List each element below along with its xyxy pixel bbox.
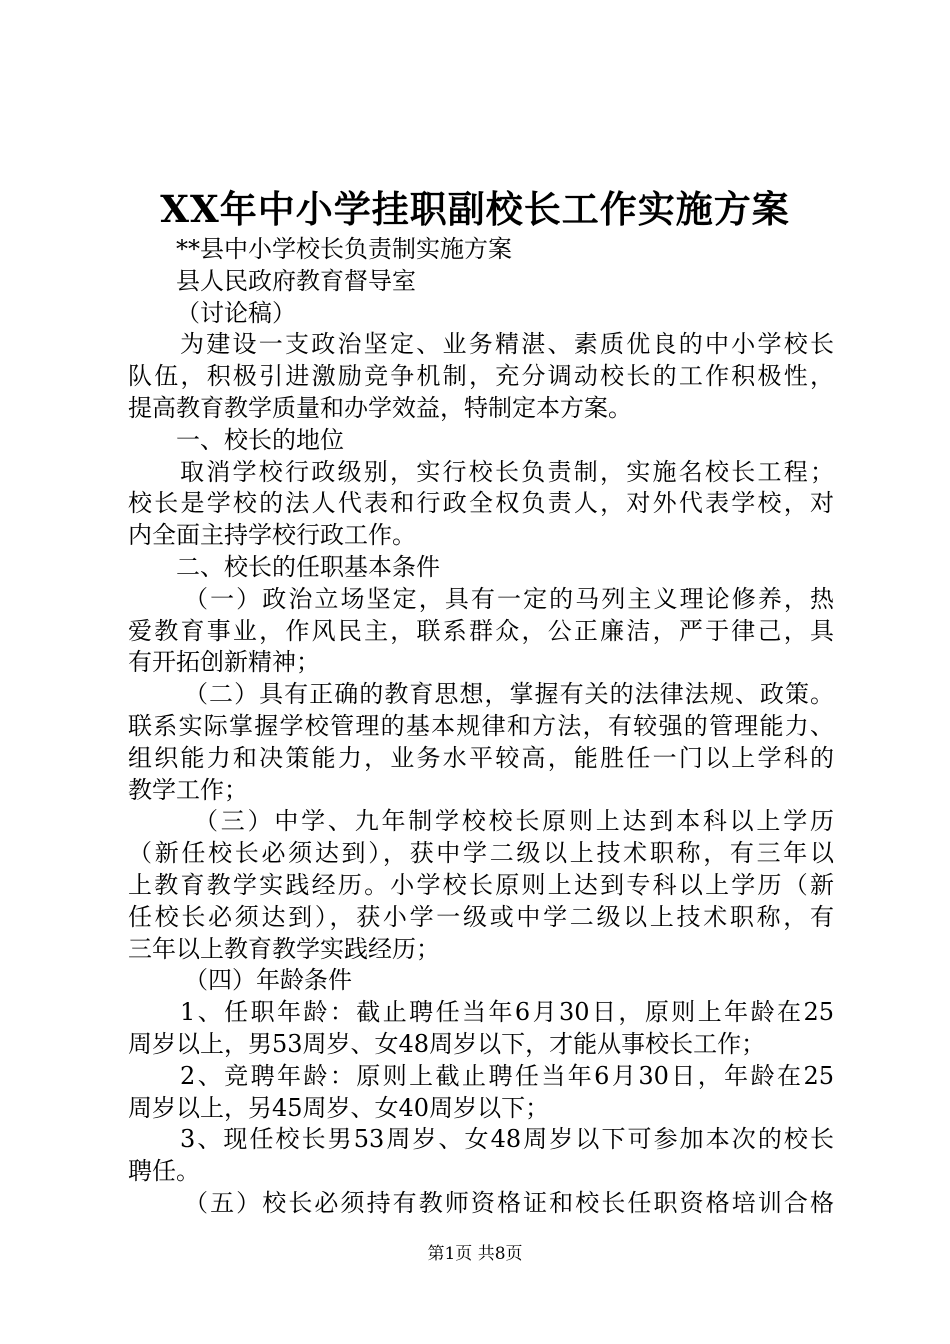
text-line: 组织能力和决策能力，业务水平较高，能胜任一门以上学科的 [128, 743, 834, 772]
text-line: 有开拓创新精神； [128, 648, 320, 677]
text-line: （新任校长必须达到），获中学二级以上技术职称，有三年以 [128, 839, 834, 868]
text-line: 周岁以上，另45周岁、女40周岁以下； [128, 1093, 550, 1122]
text-line: 内全面主持学校行政工作。 [128, 521, 416, 550]
text-line: 聘任。 [128, 1157, 200, 1186]
text-line: （讨论稿） [176, 298, 296, 327]
section-heading: 一、校长的地位 [176, 425, 344, 454]
section-heading: （四）年龄条件 [184, 966, 352, 995]
text-line: （二）具有正确的教育思想，掌握有关的法律法规、政策。 [184, 680, 834, 709]
text-line: 队伍，积极引进激励竞争机制，充分调动校长的工作积极性， [128, 362, 834, 391]
text-line: 校长是学校的法人代表和行政全权负责人，对外代表学校，对 [128, 489, 834, 518]
document-body [128, 234, 834, 1220]
text-line: 三年以上教育教学实践经历； [128, 934, 440, 963]
text-line: 取消学校行政级别，实行校长负责制，实施名校长工程； [180, 457, 834, 486]
text-line: 教学工作； [128, 775, 248, 804]
text-line: （五）校长必须持有教师资格证和校长任职资格培训合格 [184, 1188, 834, 1217]
text-line: 上教育教学实践经历。小学校长原则上达到专科以上学历（新 [128, 870, 834, 899]
text-line: （三）中学、九年制学校校长原则上达到本科以上学历 [194, 807, 834, 836]
text-line: 爱教育事业，作风民主，联系群众，公正廉洁，严于律己，具 [128, 616, 834, 645]
text-line: **县中小学校长负责制实施方案 [176, 235, 512, 263]
text-line: 任校长必须达到），获小学一级或中学二级以上技术职称，有 [128, 902, 834, 931]
text-line: 1、任职年龄：截止聘任当年6月30日，原则上年龄在25 [180, 998, 834, 1027]
document-title: XX年中小学挂职副校长工作实施方案 [160, 187, 790, 231]
text-line: （一）政治立场坚定，具有一定的马列主义理论修养，热 [184, 584, 834, 613]
text-line: 为建设一支政治坚定、业务精湛、素质优良的中小学校长 [180, 330, 834, 359]
page-number: 第1页 共8页 [427, 1244, 523, 1264]
text-line: 联系实际掌握学校管理的基本规律和方法，有较强的管理能力、 [128, 711, 834, 740]
text-line: 县人民政府教育督导室 [176, 266, 416, 295]
text-line: 3、现任校长男53周岁、女48周岁以下可参加本次的校长 [180, 1125, 834, 1154]
text-line: 2、竞聘年龄：原则上截止聘任当年6月30日，年龄在25 [180, 1061, 834, 1090]
text-line: 提高教育教学质量和办学效益，特制定本方案。 [128, 393, 632, 422]
text-line: 周岁以上，男53周岁、女48周岁以下，才能从事校长工作； [128, 1029, 766, 1058]
section-heading: 二、校长的任职基本条件 [176, 552, 440, 581]
